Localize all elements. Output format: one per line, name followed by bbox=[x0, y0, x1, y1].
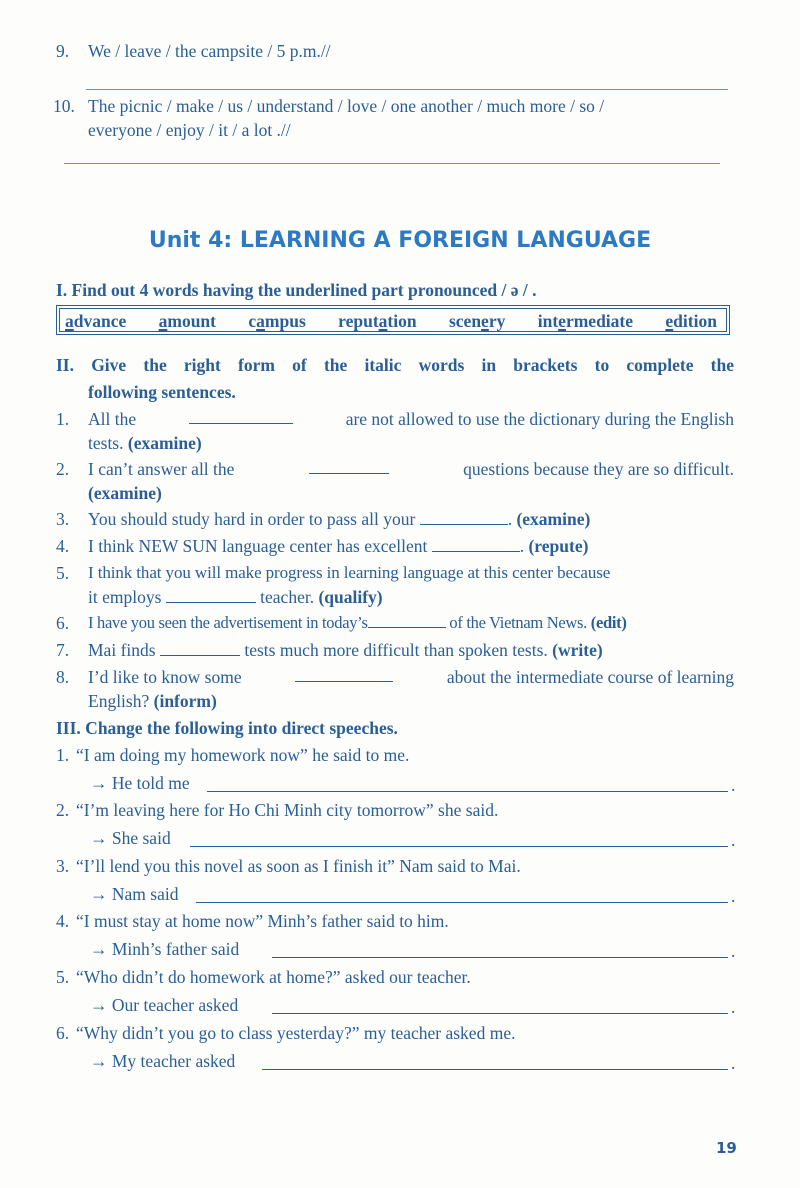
s3-answer-line[interactable] bbox=[262, 1069, 728, 1070]
s3-prompt: → Nam said bbox=[90, 884, 179, 904]
item-9-text: We / leave / the campsite / 5 p.m.// bbox=[88, 41, 331, 61]
word-advance: advance bbox=[65, 311, 127, 331]
s3-quote: “I am doing my homework now” he said to me. bbox=[76, 745, 410, 765]
s2-item-7-number: 7. bbox=[56, 640, 70, 660]
s3-item-number: 2. bbox=[56, 800, 70, 820]
s3-end-mark: . bbox=[731, 1053, 736, 1073]
s3-answer-line[interactable] bbox=[190, 846, 728, 847]
s3-answer-line[interactable] bbox=[272, 1013, 728, 1014]
word-edition: edition bbox=[665, 311, 717, 331]
s3-end-mark: . bbox=[731, 775, 736, 795]
s2-item-3-line: You should study hard in order to pass all your . (examine) bbox=[88, 509, 591, 529]
s2-item-5-number: 5. bbox=[56, 563, 70, 583]
s2-item-6-line: I have you seen the advertisement in today’s of the Vietnam News. (edit) bbox=[88, 613, 627, 632]
item-10-number: 10. bbox=[53, 96, 75, 116]
section-2-heading-line2: following sentences. bbox=[88, 382, 236, 402]
s2-item-1-blank[interactable] bbox=[189, 408, 293, 424]
s2-item-2-blank[interactable] bbox=[309, 458, 389, 474]
s3-quote: “Why didn’t you go to class yesterday?” my teacher asked me. bbox=[76, 1023, 516, 1043]
s3-quote: “Who didn’t do homework at home?” asked our teacher. bbox=[76, 967, 471, 987]
s3-item-number: 6. bbox=[56, 1023, 70, 1043]
s3-end-mark: . bbox=[731, 886, 736, 906]
s3-prompt: → My teacher asked bbox=[90, 1051, 236, 1071]
word-box bbox=[56, 305, 730, 335]
s2-item-3-number: 3. bbox=[56, 509, 70, 529]
page-number: 19 bbox=[716, 1139, 737, 1157]
s3-end-mark: . bbox=[731, 830, 736, 850]
s3-item-number: 5. bbox=[56, 967, 70, 987]
s2-item-4-line: I think NEW SUN language center has excellent . (repute) bbox=[88, 536, 589, 556]
s2-item-2-line1: I can’t answer all the questions because they are so difficult. bbox=[88, 459, 734, 479]
s3-quote: “I must stay at home now” Minh’s father said to him. bbox=[76, 911, 449, 931]
s3-quote: “I’ll lend you this novel as soon as I finish it” Nam said to Mai. bbox=[76, 856, 521, 876]
s2-item-7-blank[interactable] bbox=[160, 640, 240, 656]
word-list bbox=[65, 310, 717, 332]
item-10-line1: The picnic / make / us / understand / love / one another / much more / so / bbox=[88, 96, 605, 116]
s2-item-5-line1: I think that you will make progress in learning language at this center because bbox=[88, 563, 611, 582]
s2-item-6-blank[interactable] bbox=[368, 612, 446, 628]
s3-end-mark: . bbox=[731, 941, 736, 961]
s2-item-4-number: 4. bbox=[56, 536, 70, 556]
s2-item-6-number: 6. bbox=[56, 613, 70, 633]
word-scenery: scenery bbox=[448, 311, 506, 331]
word-amount: amount bbox=[158, 311, 216, 331]
word-reputation: reputation bbox=[338, 311, 417, 331]
s3-prompt: → He told me bbox=[90, 773, 190, 793]
word-campus: campus bbox=[248, 311, 306, 331]
s3-prompt: → Minh’s father said bbox=[90, 939, 240, 959]
s2-item-5-line2: it employs teacher. (qualify) bbox=[88, 587, 383, 607]
s2-item-1-number: 1. bbox=[56, 409, 70, 429]
s2-item-7-line: Mai finds tests much more difficult than spoken tests. (write) bbox=[88, 640, 603, 660]
s2-item-1-line1: All the are not allowed to use the dictionary during the English bbox=[88, 409, 734, 429]
s2-item-8-line2: English? (inform) bbox=[88, 691, 217, 711]
s3-answer-line[interactable] bbox=[196, 902, 728, 903]
s2-item-2-hint: (examine) bbox=[88, 483, 162, 503]
section-1-heading: I. Find out 4 words having the underlined part pronounced / ə / . bbox=[56, 280, 537, 300]
section-2-heading-line1: II. Give the right form of the italic words in brackets to complete the bbox=[56, 355, 734, 375]
s3-quote: “I’m leaving here for Ho Chi Minh city tomorrow” she said. bbox=[76, 800, 499, 820]
s2-item-8-line1: I’d like to know some about the intermediate course of learning bbox=[88, 667, 734, 687]
s3-prompt: → She said bbox=[90, 828, 171, 848]
unit-title: Unit 4: LEARNING A FOREIGN LANGUAGE bbox=[148, 228, 652, 253]
s3-prompt: → Our teacher asked bbox=[90, 995, 239, 1015]
s2-item-2-number: 2. bbox=[56, 459, 70, 479]
s3-answer-line[interactable] bbox=[207, 791, 728, 792]
s3-item-number: 4. bbox=[56, 911, 70, 931]
item-9-number: 9. bbox=[56, 41, 70, 61]
word-intermediate: intermediate bbox=[537, 311, 634, 331]
s3-item-number: 1. bbox=[56, 745, 70, 765]
s2-item-3-blank[interactable] bbox=[420, 509, 508, 525]
s3-end-mark: . bbox=[731, 997, 736, 1017]
section-3-heading: III. Change the following into direct speeches. bbox=[56, 718, 398, 738]
s3-answer-line[interactable] bbox=[272, 957, 728, 958]
s2-item-1-line2: tests. (examine) bbox=[88, 433, 202, 453]
answer-line-9[interactable] bbox=[86, 89, 728, 90]
s2-item-8-blank[interactable] bbox=[295, 666, 393, 682]
s2-item-4-blank[interactable] bbox=[432, 536, 520, 552]
s2-item-5-blank[interactable] bbox=[166, 587, 256, 603]
s2-item-8-number: 8. bbox=[56, 667, 70, 687]
s3-item-number: 3. bbox=[56, 856, 70, 876]
answer-line-10[interactable] bbox=[64, 163, 720, 164]
item-10-line2: everyone / enjoy / it / a lot .// bbox=[88, 120, 291, 140]
